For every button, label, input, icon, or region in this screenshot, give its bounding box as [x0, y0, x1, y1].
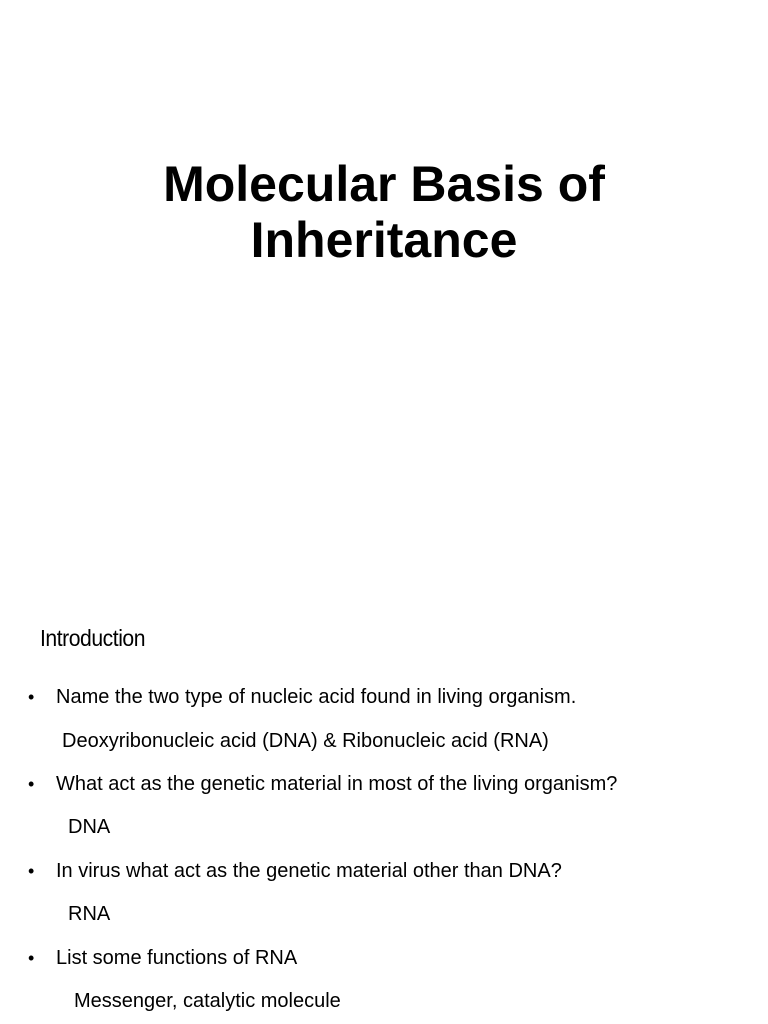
answer-text: Messenger, catalytic molecule [74, 990, 341, 1012]
answer-text: Deoxyribonucleic acid (DNA) & Ribonucleic acid (RNA) [62, 730, 549, 752]
answer-text: RNA [68, 903, 111, 925]
bullet-icon: • [28, 948, 35, 968]
bullet-icon: • [28, 774, 35, 794]
question-text: What act as the genetic material in most of the living organism? [56, 773, 618, 795]
answer-text: DNA [68, 816, 111, 838]
introduction-heading: Introduction [40, 625, 146, 651]
title-line-2: Inheritance [250, 212, 518, 268]
bullet-icon: • [28, 687, 35, 707]
introduction-slide [0, 600, 768, 1024]
question-text: List some functions of RNA [56, 947, 298, 969]
question-text: Name the two type of nucleic acid found in living organism. [56, 686, 577, 708]
title-line-1: Molecular Basis of [163, 156, 605, 212]
slide-title [0, 156, 768, 268]
question-text: In virus what act as the genetic material other than DNA? [56, 860, 562, 882]
bullet-icon: • [28, 861, 35, 881]
